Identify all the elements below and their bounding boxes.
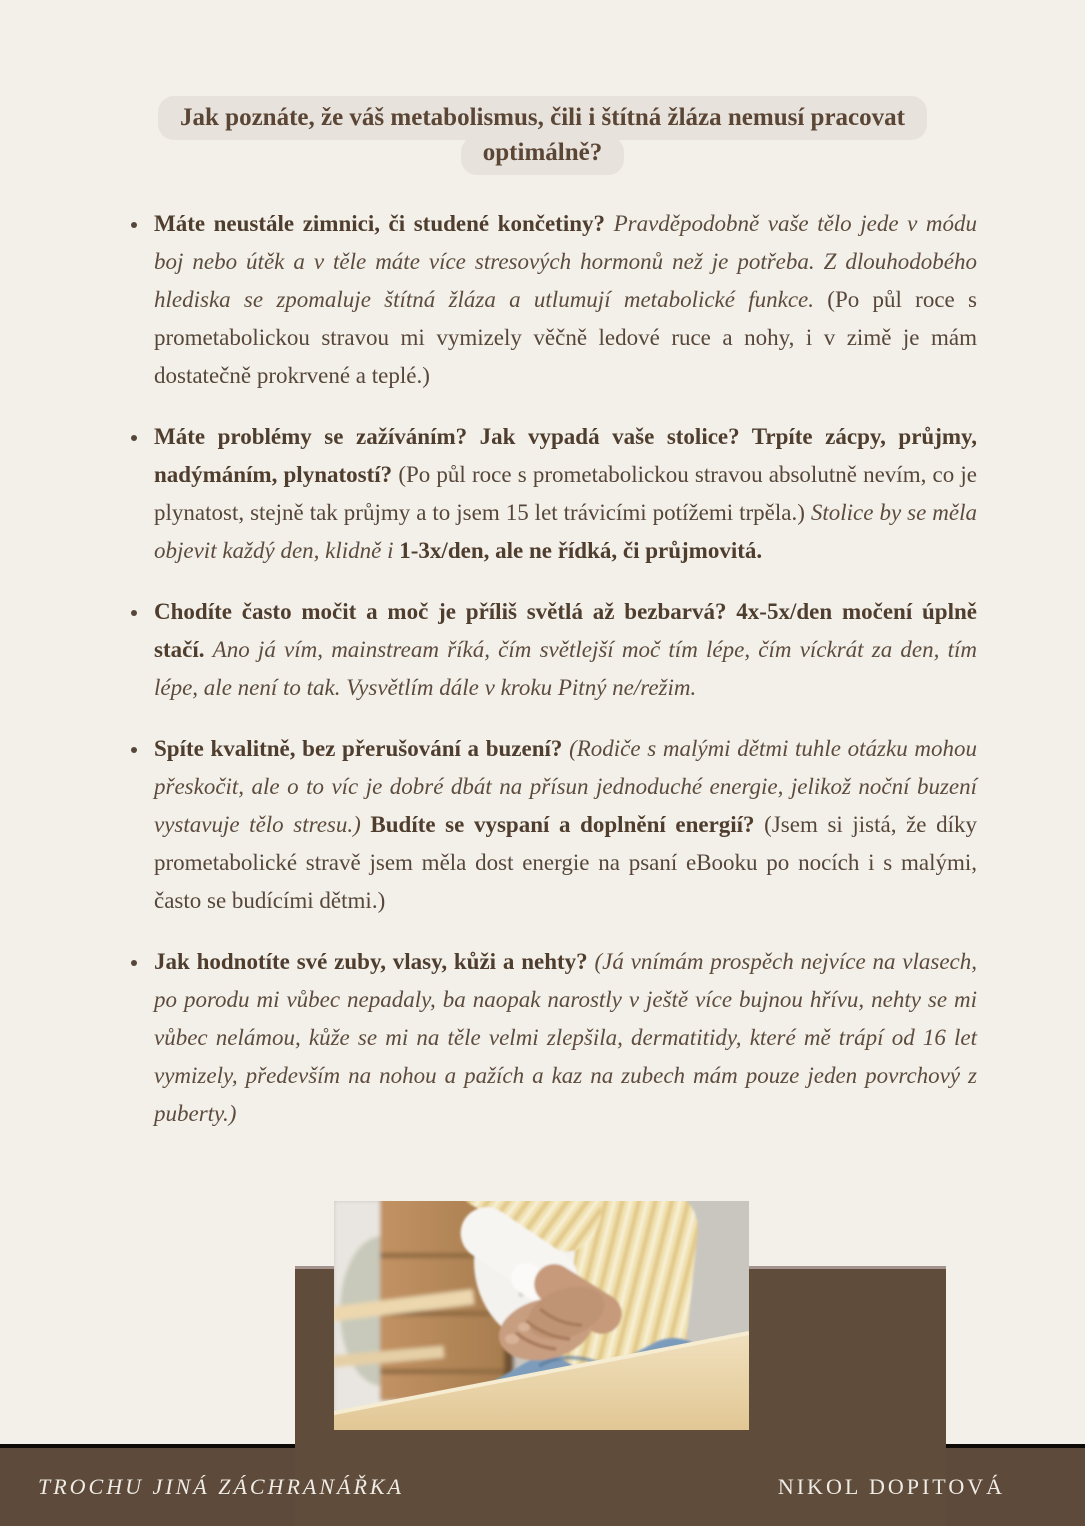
bullet-item (150, 730, 977, 920)
abdomen-pain-photo (334, 1201, 749, 1430)
page-title-line1: Jak poznáte, že váš metabolismus, čili i štítná žláza nemusí pracovat (158, 96, 927, 140)
text-segment: (Po půl roce s prometabolickou stravou mi vymizely věčně ledové ruce a nohy, i v zimě je mám dostatečně prokrvené a teplé.) (154, 287, 977, 388)
footer-brand-text: TROCHU JINÁ ZÁCHRANÁŘKA (38, 1474, 404, 1499)
text-segment: Pravděpodobně vaše tělo jede v módu boj nebo útěk a v těle máte více stresových hormonů než je potřeba. Z dlouhodobého hlediska se zpomaluje štítná žláza a utlumují metabolické funkce. (154, 211, 977, 312)
text-segment: Spíte kvalitně, bez přerušování a buzení? (154, 736, 570, 761)
symptom-list (150, 205, 977, 1133)
text-segment: (Rodiče s malými dětmi tuhle otázku mohou přeskočit, ale o to víc je dobré dbát na přísun jednoduché energie, jelikož noční buzení vystavuje tělo stresu.) (154, 736, 977, 837)
bullet-item (150, 418, 977, 570)
text-segment: 1-3x/den, ale ne řídká, či průjmovitá. (399, 538, 763, 563)
photo-illustration (334, 1201, 749, 1430)
footer-author-text: NIKOL DOPITOVÁ (777, 1474, 1005, 1499)
page-title-line2: optimálně? (461, 136, 624, 175)
text-segment: Máte problémy se zažíváním? Jak vypadá vaše stolice? Trpíte zácpy, průjmy, nadýmáním, plynatostí? (154, 424, 977, 487)
text-segment: (Já vnímám prospěch nejvíce na vlasech, po porodu mi vůbec nepadaly, ba naopak narostly v ještě více bujnou hřívu, nehty se mi vůbec nelámou, kůže se mi na těle velmi zlepšila, dermatitidy, které mě trápí od 16 let vymizely, především na nohou a pažích a kaz na zubech mám pouze jeden povrchový z puberty.) (154, 949, 978, 1126)
text-segment: (Jsem si jistá, že díky prometabolické stravě jsem měla dost energie na psaní eBooku po nocích i s malými, často se budícími dětmi.) (154, 812, 977, 913)
text-segment: Jak hodnotíte své zuby, vlasy, kůži a nehty? (154, 949, 595, 974)
text-segment: Máte neustále zimnici, či studené končetiny? (154, 211, 614, 236)
bullet-item (150, 205, 977, 395)
text-segment: Stolice by se měla objevit každý den, klidně i (154, 500, 977, 563)
bullet-item (150, 943, 977, 1133)
text-segment: Ano já vím, mainstream říká, čím světlejší moč tím lépe, čím víckrát za den, tím lépe, ale není to tak. Vysvětlím dále v kroku Pitný ne/režim. (154, 637, 977, 700)
footer (0, 1448, 1085, 1526)
text-segment: (Po půl roce s prometabolickou stravou absolutně nevím, co je plynatost, stejně tak průjmy a to jsem 15 let trávicími potížemi trpěla.) (154, 462, 977, 525)
bullet-item (150, 593, 977, 707)
text-segment: Chodíte často močit a moč je příliš světlá až bezbarvá? 4x-5x/den močení úplně stačí. (154, 599, 977, 662)
text-segment: Budíte se vyspaní a doplnění energií? (370, 812, 765, 837)
page-title (60, 96, 1025, 175)
